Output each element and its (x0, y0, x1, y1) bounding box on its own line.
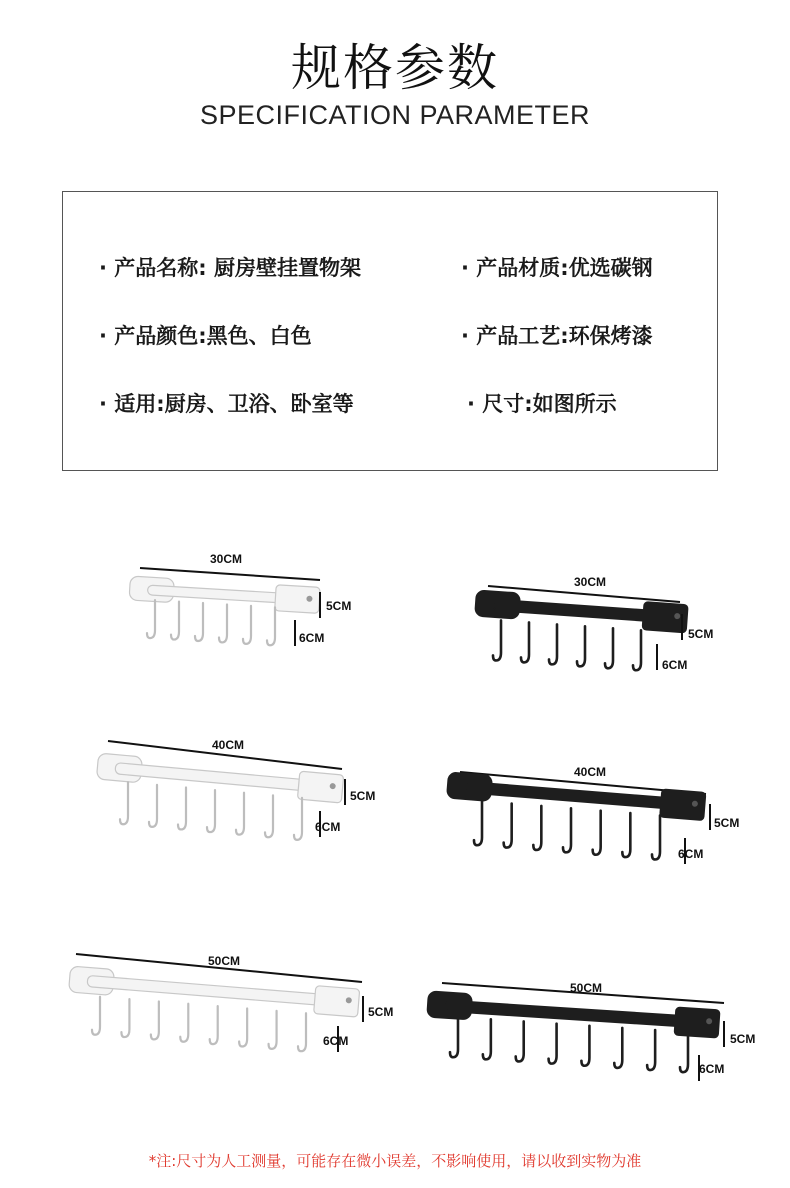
hook (265, 795, 273, 837)
hook (563, 808, 571, 852)
hook (549, 1024, 557, 1064)
hook (652, 815, 660, 859)
hook (614, 1028, 622, 1068)
hook (239, 1008, 247, 1046)
product-black-50 (424, 979, 764, 1094)
hook (474, 801, 482, 845)
hook (298, 1013, 306, 1051)
rack-body (427, 991, 720, 1038)
hook-label: 6CM (662, 658, 688, 672)
rack-body (446, 772, 705, 820)
page-title: 规格参数 (291, 39, 499, 97)
hook (267, 607, 275, 645)
hook-label: 6CM (699, 1062, 725, 1076)
hook (195, 603, 203, 641)
rack-illustration (424, 979, 764, 1094)
right-mount (314, 986, 360, 1017)
hook (269, 1011, 277, 1049)
spec-product-name: · 产品名称: 厨房壁挂置物架 (99, 256, 361, 280)
height-label: 5CM (688, 627, 714, 641)
disclaimer-note: *注:尺寸为人工测量，可能存在微小误差，不影响使用，请以收到实物为准 (148, 1152, 642, 1170)
rack-body (96, 753, 344, 803)
hook (493, 620, 501, 660)
hook (219, 604, 227, 642)
product-black-30 (466, 572, 726, 692)
hook (483, 1019, 491, 1059)
hook (521, 622, 529, 662)
hook (236, 793, 244, 835)
hook (178, 787, 186, 829)
hook (516, 1021, 524, 1061)
length-label: 50CM (208, 954, 241, 968)
page-subtitle: SPECIFICATION PARAMETER (199, 100, 591, 130)
length-label: 30CM (210, 552, 243, 566)
hook (180, 1004, 188, 1042)
hook (622, 813, 630, 857)
hook (149, 785, 157, 827)
rack-illustration (120, 548, 360, 668)
hook-label: 6CM (299, 631, 325, 645)
hook (680, 1032, 688, 1072)
spec-process: · 产品工艺:环保烤漆 (461, 324, 653, 348)
hook (549, 624, 557, 664)
hook (207, 790, 215, 832)
product-white-30 (120, 548, 360, 668)
spec-usage: · 适用:厨房、卫浴、卧室等 (99, 392, 354, 416)
length-label: 40CM (574, 765, 607, 779)
height-label: 5CM (368, 1005, 394, 1019)
hook (450, 1017, 458, 1057)
rack-illustration (442, 762, 752, 887)
hook (121, 999, 129, 1037)
right-mount (275, 585, 320, 614)
hook (147, 600, 155, 638)
length-label: 50CM (570, 981, 603, 995)
right-mount (297, 771, 343, 803)
length-label: 30CM (574, 575, 607, 589)
rack-body (68, 966, 359, 1017)
hook (605, 628, 613, 668)
right-mount (660, 789, 706, 820)
hook (243, 606, 251, 644)
rack-illustration (66, 952, 406, 1067)
rack-illustration (466, 572, 726, 692)
hook (581, 1026, 589, 1066)
hook (210, 1006, 218, 1044)
hook-label: 6CM (678, 847, 704, 861)
product-black-40 (442, 762, 752, 887)
hook (151, 1001, 159, 1039)
product-white-50 (66, 952, 406, 1067)
rack-body (129, 576, 320, 613)
hook (647, 1030, 655, 1070)
hook (633, 630, 641, 670)
hook (294, 798, 302, 840)
height-label: 5CM (326, 599, 352, 613)
spec-size: · 尺寸:如图所示 (467, 392, 617, 416)
hook (593, 811, 601, 855)
length-label: 40CM (212, 738, 245, 752)
hook (504, 804, 512, 848)
height-label: 5CM (730, 1032, 756, 1046)
hook-label: 6CM (323, 1034, 349, 1048)
hook-label: 6CM (315, 820, 341, 834)
product-white-40 (92, 735, 392, 860)
hook (171, 602, 179, 640)
hook (120, 782, 128, 824)
hook (92, 997, 100, 1035)
height-label: 5CM (350, 789, 376, 803)
right-mount (674, 1007, 720, 1038)
spec-material: · 产品材质:优选碳钢 (461, 256, 653, 280)
hook (533, 806, 541, 850)
height-label: 5CM (714, 816, 740, 830)
spec-color: · 产品颜色:黑色、白色 (99, 324, 312, 348)
rack-illustration (92, 735, 392, 860)
rack-body (475, 590, 688, 633)
hook (577, 626, 585, 666)
spec-box (62, 191, 718, 471)
